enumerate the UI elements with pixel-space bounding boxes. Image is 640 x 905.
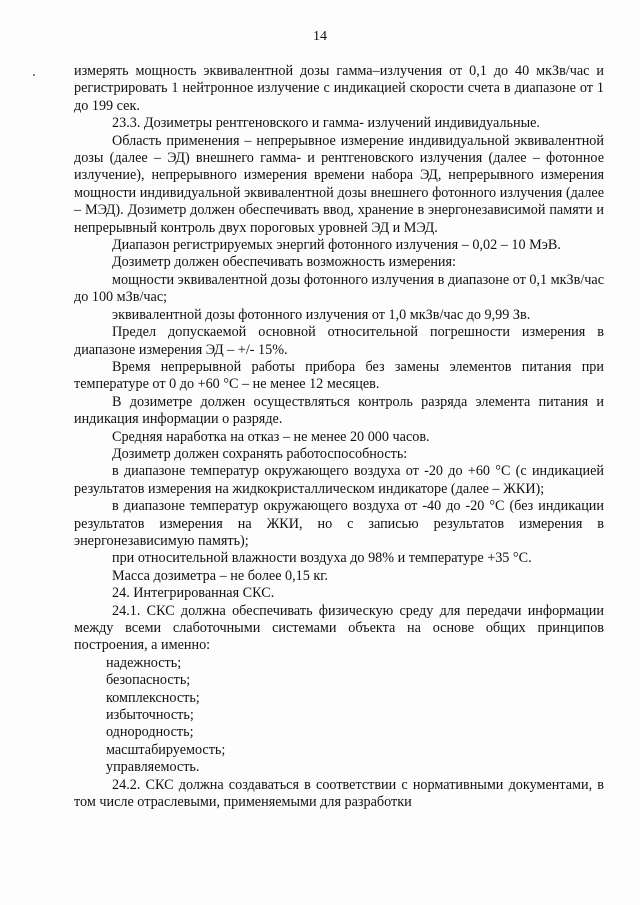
page-number: 14 — [313, 29, 327, 44]
paragraph: эквивалентной дозы фотонного излучения от 1,0 мкЗв/час до 9,99 Зв. — [112, 306, 531, 323]
paragraph: в диапазоне температур окружающего воздуха от -40 до -20 °С (без индикации результатов измерения на ЖКИ, но с записью результатов измерения в энергонезависимую память); — [74, 498, 604, 549]
paragraph: Дозиметр должен обеспечивать возможность измерения: — [112, 254, 456, 271]
list-item: безопасность; — [106, 672, 191, 689]
paragraph: 24.1. СКС должна обеспечивать физическую среду для передачи информации между всеми слаботочными системами объекта на основе общих принципов построения, а именно: — [74, 602, 604, 654]
paragraph: В дозиметре должен осуществляться контроль разряда элемента питания и индикация информации о разряде. — [74, 393, 604, 428]
list-item: управляемость. — [106, 759, 200, 776]
paragraph: Средняя наработка на отказ – не менее 20 000 часов. — [112, 428, 430, 445]
paragraph: Время непрерывной работы прибора без замены элементов питания при температуре от 0 до +60 °С – не менее 12 месяцев. — [74, 358, 604, 393]
paragraph: в диапазоне температур окружающего воздуха от -20 до +60 °С (с индикацией результатов измерения на жидкокристаллическом индикаторе (далее – ЖКИ); — [74, 463, 604, 497]
section-heading: 24. Интегрированная СКС. — [112, 585, 275, 602]
list-item: комплексность; — [106, 689, 200, 706]
scan-speck — [33, 74, 35, 76]
paragraph: 24.2. СКС должна создаваться в соответствии с нормативными документами, в том числе отраслевыми, применяемыми для разработки — [74, 776, 604, 811]
paragraph: при относительной влажности воздуха до 98% и температуре +35 °С. — [112, 550, 532, 567]
paragraph: Дозиметр должен сохранять работоспособность: — [112, 445, 408, 462]
list-item: избыточность; — [106, 707, 194, 724]
list-item: однородность; — [106, 724, 194, 741]
list-item: масштабируемость; — [106, 741, 226, 758]
paragraph: Область применения – непрерывное измерение индивидуальной эквивалентной дозы (далее – ЭД) внешнего гамма- и рентгеновского излучения (далее – фотонное излучение), непрерывного измерения времени набора ЭД, непрерывного измерения мощности индивидуальной эквивалентной дозы внешнего фотонного излучения (далее – МЭД). Дозиметр должен обеспечивать ввод, хранение в энергонезависимой памяти и непрерывный контроль двух пороговых уровней ЭД и МЭД. — [74, 132, 604, 236]
section-heading: 23.3. Дозиметры рентгеновского и гамма- излучений индивидуальные. — [112, 115, 540, 132]
paragraph: мощности эквивалентной дозы фотонного излучения в диапазоне от 0,1 мкЗв/час до 100 мЗв/час; — [74, 271, 604, 306]
paragraph: измерять мощность эквивалентной дозы гамма–излучения от 0,1 до 40 мкЗв/час и регистрировать 1 нейтронное излучение с индикацией скорости счета в диапазоне от 1 до 199 сек. — [74, 63, 604, 114]
paragraph: Предел допускаемой основной относительной погрешности измерения в диапазоне измерения ЭД – +/- 15%. — [74, 324, 604, 358]
list-item: надежность; — [106, 654, 182, 671]
paragraph: Диапазон регистрируемых энергий фотонного излучения – 0,02 – 10 МэВ. — [112, 237, 561, 254]
paragraph: Масса дозиметра – не более 0,15 кг. — [112, 567, 329, 584]
document-body — [74, 63, 604, 811]
